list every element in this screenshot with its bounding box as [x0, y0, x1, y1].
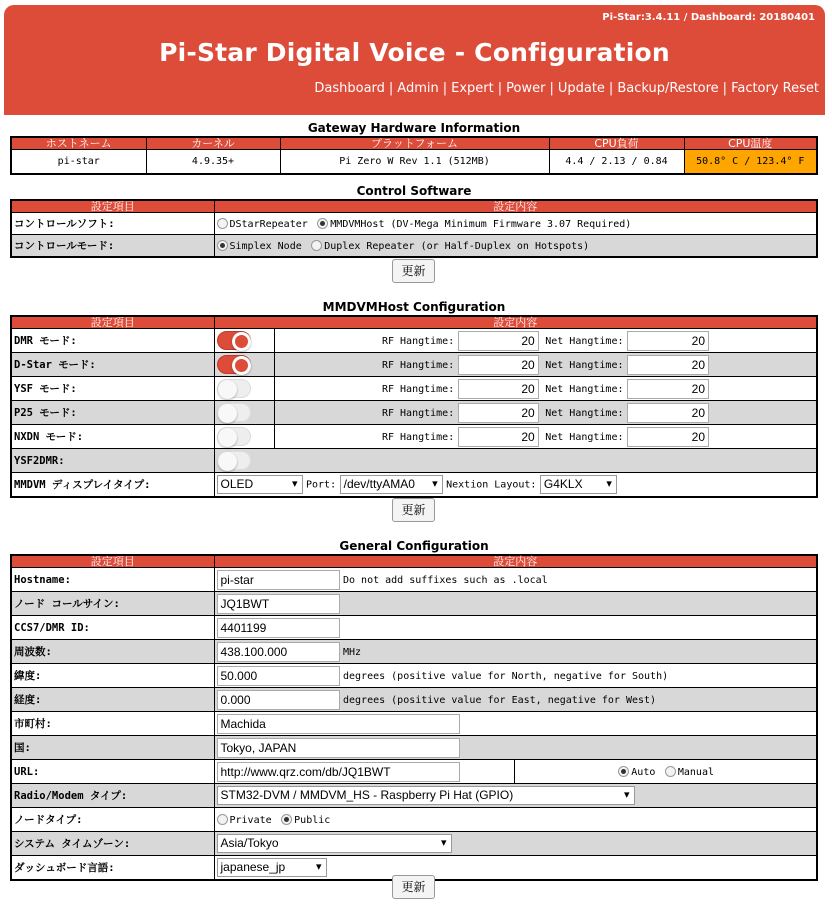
- frequency-cell: [214, 640, 817, 664]
- latitude-hint: degrees (positive value for North, negative for South): [343, 670, 669, 682]
- timezone-label: システム タイムゾーン:: [11, 832, 214, 856]
- dstar-rf-hangtime-input[interactable]: 20: [458, 355, 539, 375]
- dmr-toggle-cell: [214, 329, 274, 353]
- control-section-title: Control Software: [356, 184, 472, 198]
- frequency-input[interactable]: 438.100.000: [217, 642, 340, 662]
- language-label: ダッシュボード言語:: [11, 856, 214, 880]
- nav-power[interactable]: Power: [506, 81, 546, 96]
- p25-hangtime-cell: [274, 401, 817, 425]
- url-manual-radio[interactable]: [665, 766, 676, 777]
- simplex-radio[interactable]: [217, 240, 228, 251]
- modem-type-select[interactable]: STM32-DVM / MMDVM_HS - Raspberry Pi Hat (GPIO) ▾: [217, 786, 635, 805]
- frequency-unit: MHz: [343, 646, 362, 658]
- control-mode-cell: [214, 235, 817, 257]
- dmr-net-hangtime-label: Net Hangtime:: [545, 335, 624, 347]
- display-type-select[interactable]: OLED ▾: [217, 475, 303, 494]
- longitude-hint: degrees (positive value for East, negative for West): [343, 694, 657, 706]
- p25-net-hangtime-input[interactable]: 20: [627, 403, 709, 423]
- hw-header-kernel: カーネル: [146, 137, 280, 150]
- nxdn-rf-hangtime-input[interactable]: 20: [458, 427, 539, 447]
- dstarrepeater-label: DStarRepeater: [229, 219, 308, 230]
- hardware-section-title: Gateway Hardware Information: [307, 121, 521, 135]
- top-nav: Dashboard | Admin | Expert | Power | Update | Backup/Restore | Factory Reset: [314, 81, 819, 96]
- control-mode-label: コントロールモード:: [11, 235, 214, 257]
- language-select[interactable]: japanese_jp ▾: [217, 858, 327, 877]
- callsign-label: ノード コールサイン:: [11, 592, 214, 616]
- hw-hostname: pi-star: [11, 150, 146, 174]
- frequency-label: 周波数:: [11, 640, 214, 664]
- dmr-hangtime-cell: [274, 329, 817, 353]
- language-cell: [214, 856, 817, 880]
- node-type-label: ノードタイプ:: [11, 808, 214, 832]
- control-col-setting: 設定項目: [11, 200, 214, 213]
- dstar-mode-label: D-Star モード:: [11, 353, 214, 377]
- simplex-label: Simplex Node: [229, 240, 302, 252]
- general-table: [10, 554, 818, 881]
- country-input[interactable]: Tokyo, JAPAN: [217, 738, 460, 758]
- dstar-net-hangtime-input[interactable]: 20: [627, 355, 709, 375]
- url-mode-cell: [514, 760, 817, 784]
- nav-update[interactable]: Update: [557, 81, 605, 96]
- ccs7-input[interactable]: 4401199: [217, 618, 340, 638]
- hostname-hint: Do not add suffixes such as .local: [343, 574, 548, 586]
- node-public-label: Public: [294, 815, 331, 826]
- control-apply-button[interactable]: 更新: [392, 259, 435, 283]
- node-private-radio[interactable]: [217, 814, 228, 825]
- nxdn-hangtime-cell: [274, 425, 817, 449]
- nav-backup-restore[interactable]: Backup/Restore: [617, 81, 719, 96]
- latitude-label: 緯度:: [11, 664, 214, 688]
- url-cell: [214, 760, 514, 784]
- port-label: Port:: [306, 479, 337, 491]
- ysf-toggle-cell: [214, 377, 274, 401]
- mmdvm-col-setting: 設定項目: [11, 316, 214, 329]
- longitude-cell: [214, 688, 817, 712]
- display-type-label: MMDVM ディスプレイタイプ:: [11, 473, 214, 497]
- nextion-layout-select[interactable]: G4KLX ▾: [540, 475, 617, 494]
- dmr-mode-label: DMR モード:: [11, 329, 214, 353]
- nxdn-toggle-cell: [214, 425, 274, 449]
- ysf-net-hangtime-input[interactable]: 20: [627, 379, 709, 399]
- duplex-label: Duplex Repeater (or Half-Duplex on Hotspots): [324, 240, 590, 252]
- general-col-value: 設定内容: [214, 555, 817, 568]
- dstar-toggle-cell: [214, 353, 274, 377]
- hw-kernel: 4.9.35+: [146, 150, 280, 174]
- dstar-net-hangtime-label: Net Hangtime:: [545, 359, 624, 371]
- mmdvmhost-radio[interactable]: [317, 218, 328, 229]
- dmr-mode-toggle[interactable]: [217, 331, 251, 350]
- url-auto-radio[interactable]: [618, 766, 629, 777]
- general-col-setting: 設定項目: [11, 555, 214, 568]
- longitude-input[interactable]: 0.000: [217, 690, 340, 710]
- ysf-net-hangtime-label: Net Hangtime:: [545, 383, 624, 395]
- modem-type-cell: [214, 784, 817, 808]
- callsign-input[interactable]: JQ1BWT: [217, 594, 340, 614]
- page-title: Pi-Star Digital Voice - Configuration: [159, 38, 670, 67]
- hardware-table: [10, 136, 818, 175]
- city-input[interactable]: Machida: [217, 714, 460, 734]
- country-label: 国:: [11, 736, 214, 760]
- url-manual-label: Manual: [677, 767, 714, 778]
- nxdn-mode-label: NXDN モード:: [11, 425, 214, 449]
- dstar-rf-hangtime-label: RF Hangtime:: [381, 359, 455, 371]
- city-label: 市町村:: [11, 712, 214, 736]
- hw-header-hostname: ホストネーム: [11, 137, 146, 150]
- hw-header-cpu-load: CPU負荷: [549, 137, 684, 150]
- mmdvm-section-title: MMDVMHost Configuration: [322, 300, 506, 314]
- dmr-rf-hangtime-input[interactable]: 20: [458, 331, 539, 351]
- nav-expert[interactable]: Expert: [451, 81, 494, 96]
- hw-cpu-load: 4.4 / 2.13 / 0.84: [549, 150, 684, 174]
- p25-toggle-cell: [214, 401, 274, 425]
- p25-mode-label: P25 モード:: [11, 401, 214, 425]
- hw-header-platform: プラットフォーム: [280, 137, 549, 150]
- ysf-rf-hangtime-label: RF Hangtime:: [381, 383, 455, 395]
- nxdn-mode-toggle[interactable]: [217, 427, 251, 446]
- hostname-cell: [214, 568, 817, 592]
- dstar-hangtime-cell: [274, 353, 817, 377]
- general-apply-button[interactable]: 更新: [392, 875, 435, 899]
- modem-type-label: Radio/Modem タイプ:: [11, 784, 214, 808]
- timezone-cell: [214, 832, 817, 856]
- control-software-cell: [214, 213, 817, 235]
- dstarrepeater-radio[interactable]: [217, 218, 228, 229]
- ysf2dmr-toggle-cell: [214, 449, 817, 473]
- nav-factory-reset[interactable]: Factory Reset: [731, 81, 819, 96]
- port-select[interactable]: /dev/ttyAMA0 ▾: [340, 475, 443, 494]
- url-auto-label: Auto: [631, 767, 656, 778]
- node-private-label: Private: [229, 815, 272, 826]
- version-info: Pi-Star:3.4.11 / Dashboard: 20180401: [602, 12, 815, 23]
- country-cell: [214, 736, 817, 760]
- node-public-radio[interactable]: [281, 814, 292, 825]
- dmr-net-hangtime-input[interactable]: 20: [627, 331, 709, 351]
- url-label: URL:: [11, 760, 214, 784]
- mmdvm-table: [10, 315, 818, 498]
- p25-rf-hangtime-label: RF Hangtime:: [381, 407, 455, 419]
- callsign-cell: [214, 592, 817, 616]
- latitude-cell: [214, 664, 817, 688]
- p25-rf-hangtime-input[interactable]: 20: [458, 403, 539, 423]
- nav-dashboard[interactable]: Dashboard: [314, 81, 385, 96]
- hostname-input[interactable]: pi-star: [217, 570, 340, 590]
- p25-net-hangtime-label: Net Hangtime:: [545, 407, 624, 419]
- general-section-title: General Configuration: [339, 539, 489, 553]
- control-col-value: 設定内容: [214, 200, 817, 213]
- ccs7-label: CCS7/DMR ID:: [11, 616, 214, 640]
- latitude-input[interactable]: 50.000: [217, 666, 340, 686]
- hostname-label: Hostname:: [11, 568, 214, 592]
- ysf2dmr-label: YSF2DMR:: [11, 449, 214, 473]
- url-input[interactable]: http://www.qrz.com/db/JQ1BWT: [217, 762, 460, 782]
- mmdvm-col-value: 設定内容: [214, 316, 817, 329]
- page-header: [4, 5, 825, 115]
- display-type-cell: [214, 473, 817, 497]
- nxdn-net-hangtime-label: Net Hangtime:: [545, 431, 624, 443]
- dmr-rf-hangtime-label: RF Hangtime:: [381, 335, 455, 347]
- longitude-label: 経度:: [11, 688, 214, 712]
- ysf-mode-toggle[interactable]: [217, 379, 251, 398]
- node-type-cell: [214, 808, 817, 832]
- hw-header-cpu-temp: CPU温度: [684, 137, 817, 150]
- ysf-mode-label: YSF モード:: [11, 377, 214, 401]
- timezone-select[interactable]: Asia/Tokyo ▾: [217, 834, 452, 853]
- control-software-label: コントロールソフト:: [11, 213, 214, 235]
- mmdvmhost-label: MMDVMHost (DV-Mega Minimum Firmware 3.07 Required): [330, 219, 632, 230]
- nav-admin[interactable]: Admin: [397, 81, 439, 96]
- duplex-radio[interactable]: [311, 240, 322, 251]
- nxdn-rf-hangtime-label: RF Hangtime:: [381, 431, 455, 443]
- ysf-hangtime-cell: [274, 377, 817, 401]
- dstar-mode-toggle[interactable]: [217, 355, 251, 374]
- hw-cpu-temp: 50.8° C / 123.4° F: [684, 150, 817, 174]
- nxdn-net-hangtime-input[interactable]: 20: [627, 427, 709, 447]
- p25-mode-toggle[interactable]: [217, 403, 251, 422]
- control-table: [10, 199, 818, 258]
- ysf2dmr-toggle[interactable]: [217, 451, 251, 470]
- ysf-rf-hangtime-input[interactable]: 20: [458, 379, 539, 399]
- ccs7-cell: [214, 616, 817, 640]
- hw-platform: Pi Zero W Rev 1.1 (512MB): [280, 150, 549, 174]
- mmdvm-apply-button[interactable]: 更新: [392, 498, 435, 522]
- city-cell: [214, 712, 817, 736]
- nextion-layout-label: Nextion Layout:: [446, 479, 537, 491]
